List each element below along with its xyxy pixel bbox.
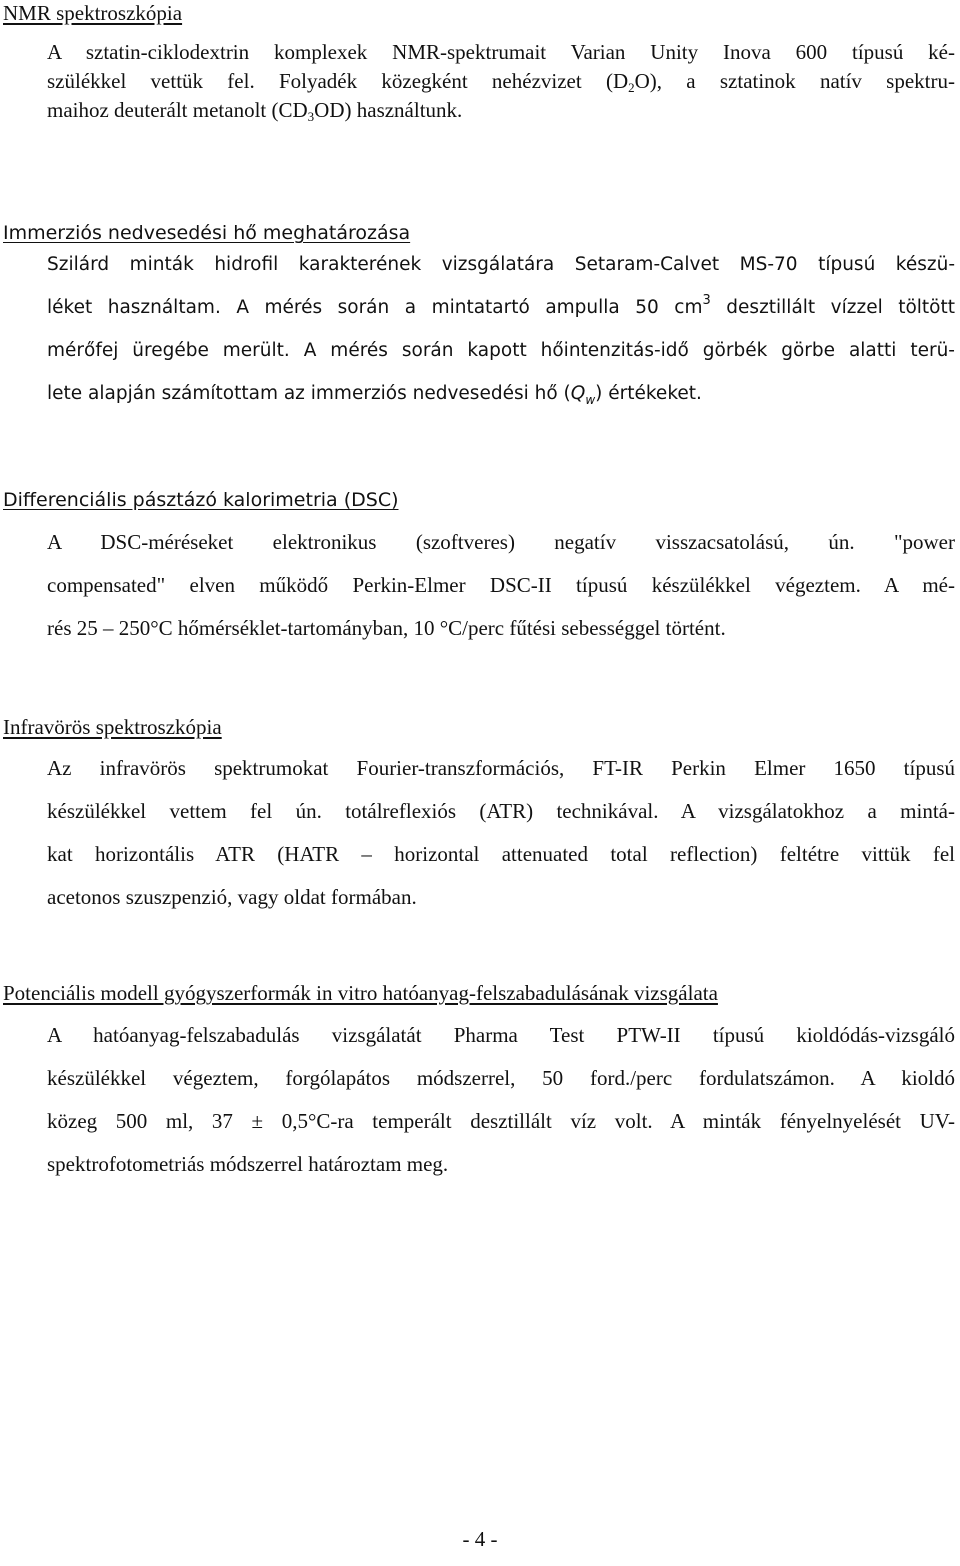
paragraph-line: acetonos szuszpenzió, vagy oldat formában. bbox=[47, 885, 417, 909]
paragraph-line: A hatóanyag-felszabadulás vizsgálatát Pharma Test PTW-II típusú kioldódás-vizsgáló bbox=[47, 1023, 955, 1047]
subscript: w bbox=[585, 393, 596, 407]
section-heading-release: Potenciális modell gyógyszerformák in vitro hatóanyag-felszabadulásának vizsgálata bbox=[3, 981, 718, 1005]
subscript: 2 bbox=[628, 80, 635, 95]
text-run: desztillált vízzel töltött bbox=[710, 297, 956, 318]
text-run: szülékkel vettük fel. Folyadék közegként nehézvizet (D bbox=[47, 69, 629, 93]
section-heading-ir: Infravörös spektroszkópia bbox=[3, 715, 222, 739]
section-heading-dsc: Differenciális pásztázó kalorimetria (DSC) bbox=[3, 489, 399, 511]
text-run: OD) használtunk. bbox=[314, 98, 463, 122]
subscript: 3 bbox=[307, 109, 315, 124]
paragraph-line: Az infravörös spektrumokat Fourier-transzformációs, FT-IR Perkin Elmer 1650 típusú bbox=[47, 756, 955, 780]
paragraph-line bbox=[47, 96, 955, 125]
text-run: O), a sztatinok natív spektru- bbox=[634, 69, 956, 93]
paragraph-line: rés 25 – 250°C hőmérséklet-tartományban, 10 °C/perc fűtési sebességgel történt. bbox=[47, 616, 726, 640]
paragraph-line: spektrofotometriás módszerrel határoztam meg. bbox=[47, 1152, 449, 1176]
paragraph-line bbox=[47, 286, 955, 329]
text-run: lete alapján számítottam az immerziós nedvesedési hő ( bbox=[47, 383, 571, 404]
paragraph-nmr bbox=[47, 38, 955, 125]
superscript: 3 bbox=[702, 293, 711, 308]
paragraph-release bbox=[47, 1014, 955, 1186]
section-heading-nmr: NMR spektroszkópia bbox=[3, 1, 183, 25]
paragraph-line: kat horizontális ATR (HATR – horizontal attenuated total reflection) feltétre vittük fel bbox=[47, 842, 955, 866]
paragraph-line: A DSC-méréseket elektronikus (szoftveres) negatív visszacsatolású, ún. "power bbox=[47, 530, 955, 554]
page-number: - 4 - bbox=[462, 1527, 498, 1551]
symbol-q: Q bbox=[570, 383, 586, 404]
paragraph-line: A sztatin-ciklodextrin komplexek NMR-spektrumait Varian Unity Inova 600 típusú ké- bbox=[47, 40, 955, 64]
paragraph-line bbox=[47, 67, 955, 96]
paragraph-line bbox=[47, 372, 955, 415]
paragraph-dsc bbox=[47, 521, 955, 650]
section-heading-immersion: Immerziós nedvesedési hő meghatározása bbox=[3, 222, 411, 244]
text-run: ) értékeket. bbox=[595, 383, 702, 404]
paragraph-line: Szilárd minták hidrofil karakterének vizsgálatára Setaram-Calvet MS-70 típusú készü- bbox=[47, 254, 955, 275]
paragraph-line: készülékkel végeztem, forgólapátos módszerrel, 50 ford./perc fordulatszámon. A kioldó bbox=[47, 1066, 955, 1090]
text-run: léket használtam. A mérés során a mintatartó ampulla 50 cm bbox=[47, 297, 703, 318]
paragraph-line: mérőfej üregébe merült. A mérés során kapott hőintenzitás-idő görbék görbe alatti terü- bbox=[47, 340, 955, 361]
paragraph-line: közeg 500 ml, 37 ± 0,5°C-ra temperált desztillált víz volt. A minták fényelnyelését UV- bbox=[47, 1109, 955, 1133]
paragraph-line: készülékkel vettem fel ún. totálreflexiós (ATR) technikával. A vizsgálatokhoz a mintá- bbox=[47, 799, 955, 823]
text-run: maihoz deuterált metanolt (CD bbox=[47, 98, 308, 122]
paragraph-line: compensated" elven működő Perkin-Elmer DSC-II típusú készülékkel végeztem. A mé- bbox=[47, 573, 955, 597]
paragraph-immersion bbox=[47, 243, 955, 415]
paragraph-ir bbox=[47, 747, 955, 919]
